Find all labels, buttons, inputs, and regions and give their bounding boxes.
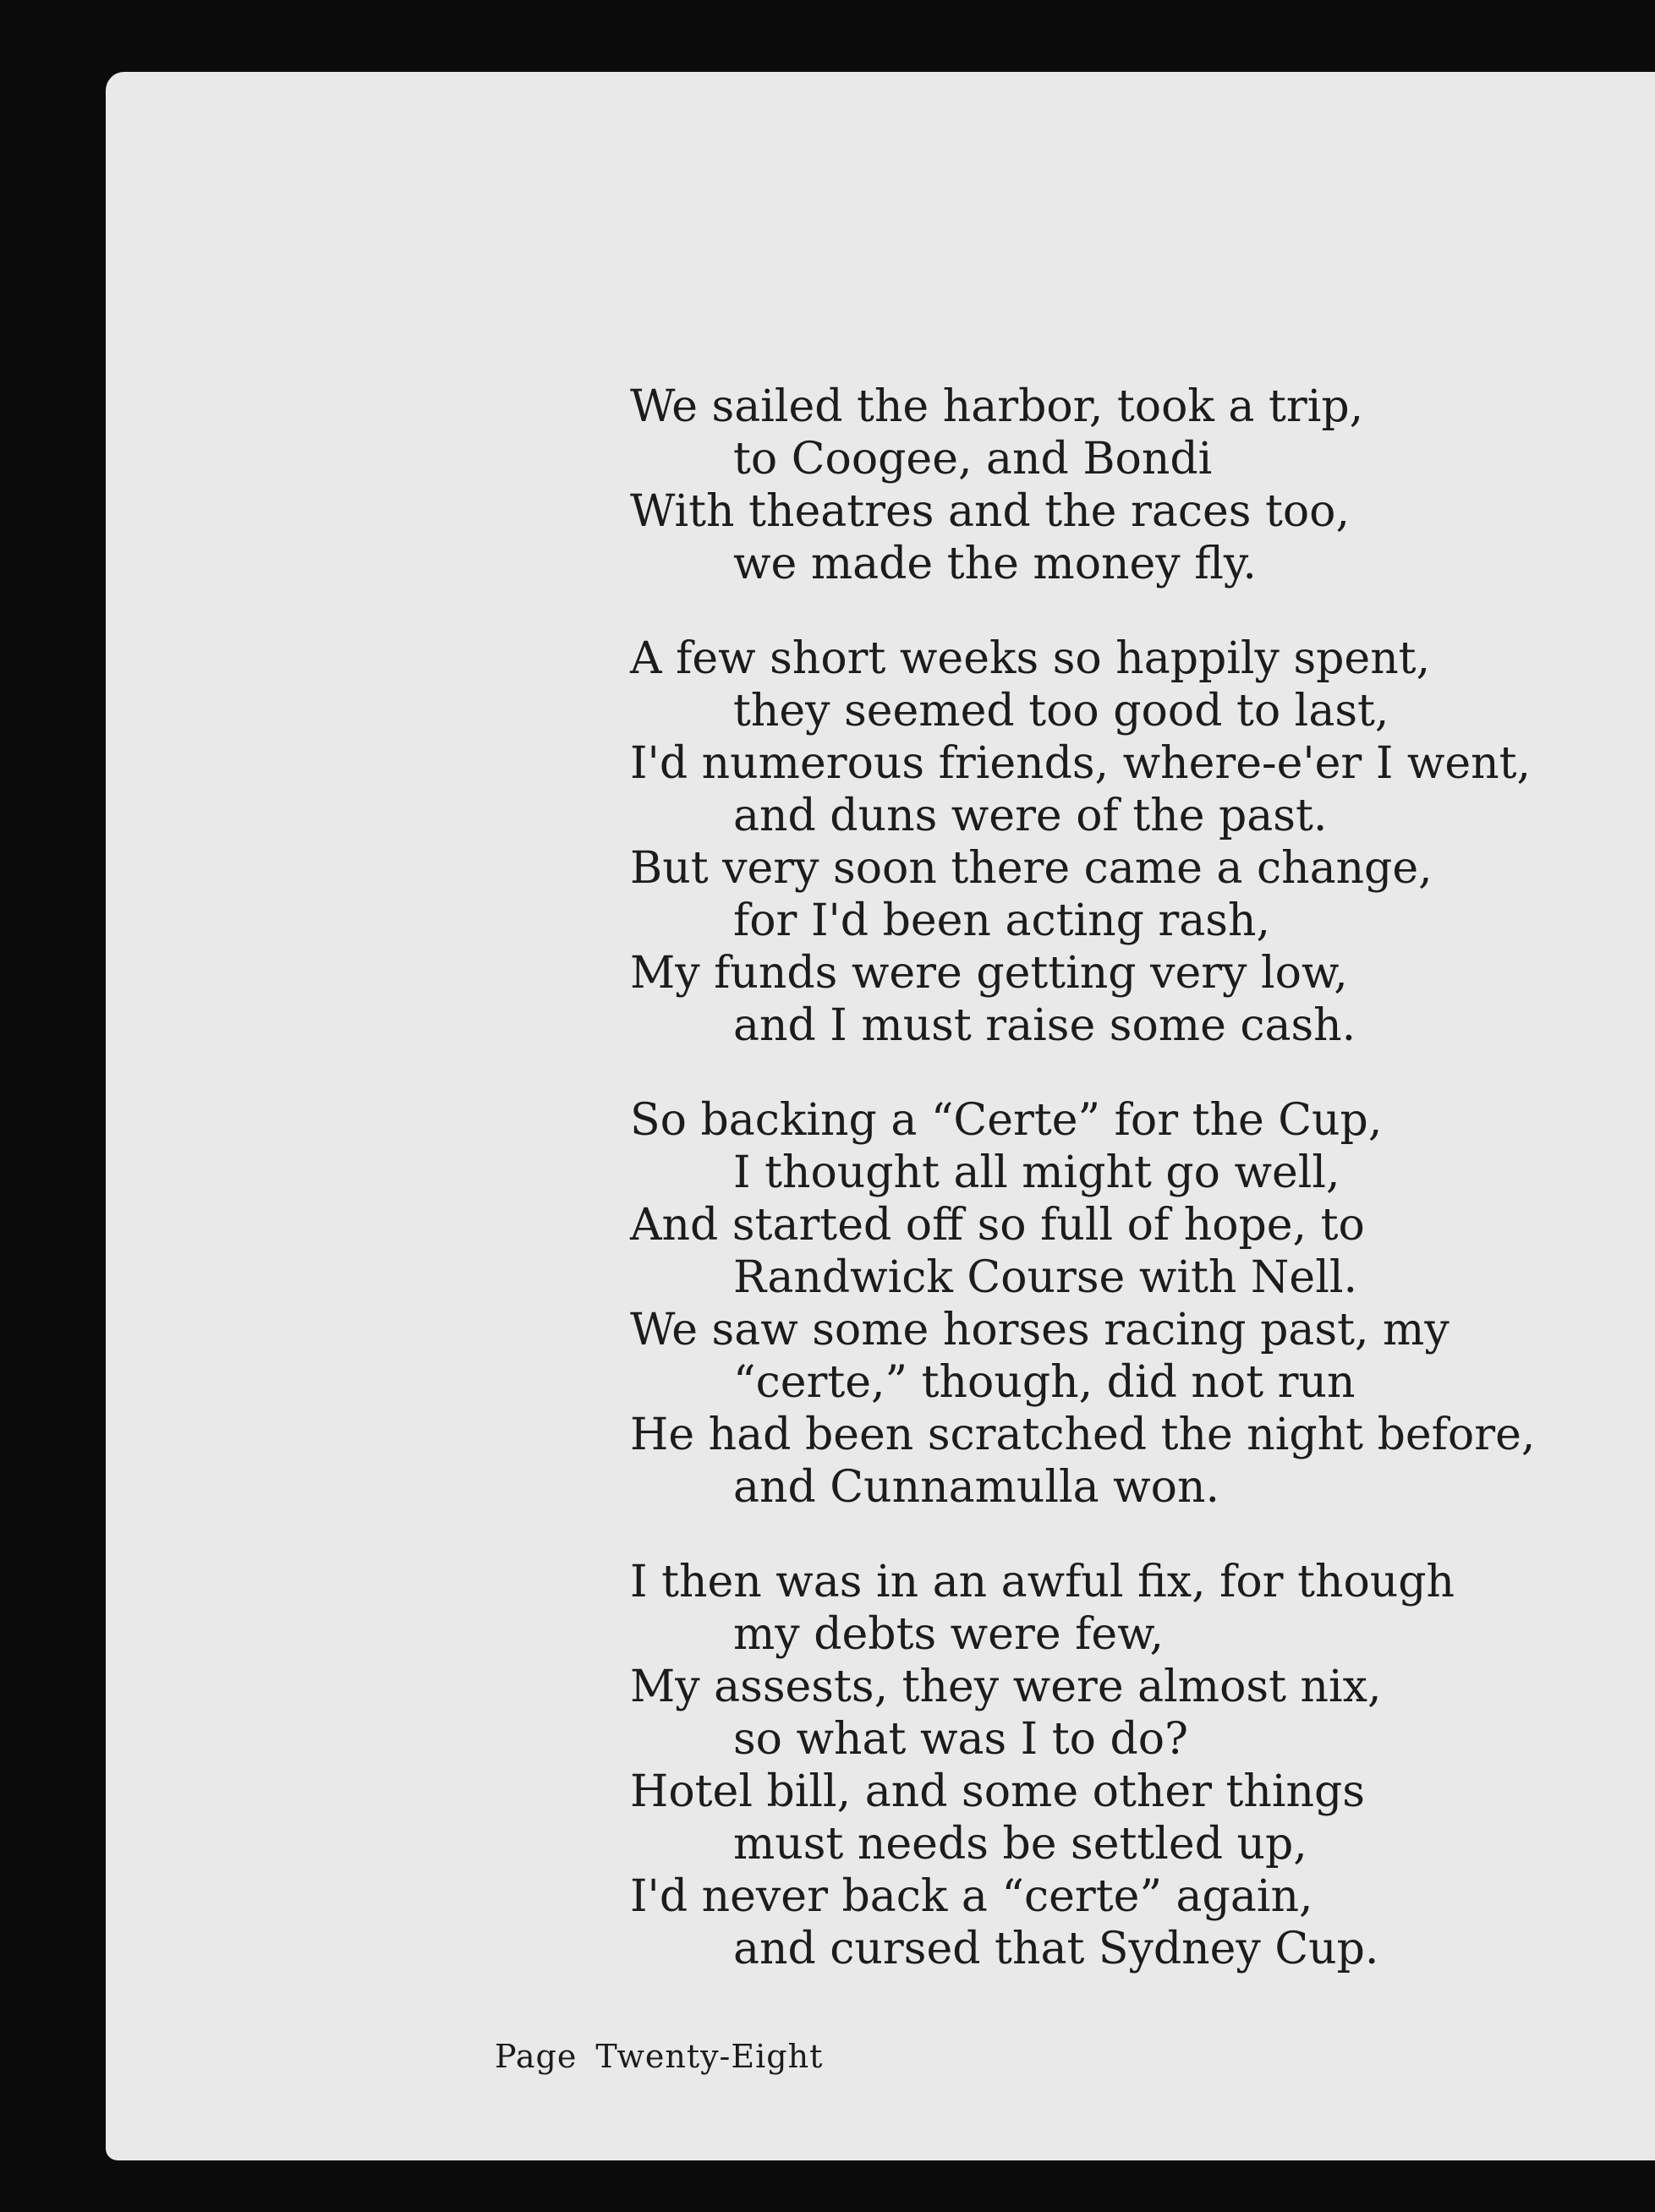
poem-line: I then was in an awful fix, for though: [630, 1557, 1455, 1607]
page-number-footer: [495, 2038, 823, 2075]
poem-line: We sailed the harbor, took a trip,: [630, 381, 1364, 432]
poem-line: So backing a “Certe” for the Cup,: [630, 1095, 1383, 1146]
poem-line: I'd never back a “certe” again,: [630, 1871, 1313, 1922]
stanza: [630, 381, 1603, 590]
stanza: [630, 1556, 1603, 1975]
poem-line: I'd numerous friends, where-e'er I went,: [630, 738, 1532, 789]
page-number: Twenty-Eight: [595, 2038, 824, 2075]
poem-line: But very soon there came a change,: [630, 843, 1433, 894]
poem-line: A few short weeks so happily spent,: [630, 633, 1431, 684]
poem-line: “certe,” though, did not run: [733, 1357, 1356, 1408]
poem-line: must needs be settled up,: [733, 1819, 1307, 1870]
poem-line: for I'd been acting rash,: [733, 895, 1270, 946]
poem-line: Hotel bill, and some other things: [630, 1766, 1365, 1817]
poem-line: And started off so full of hope, to: [630, 1200, 1365, 1251]
stanza: [630, 632, 1603, 1052]
page-label: Page: [495, 2038, 578, 2075]
poem-line: we made the money fly.: [733, 539, 1257, 589]
poem-line: so what was I to do?: [733, 1714, 1188, 1765]
poem-line: He had been scratched the night before,: [630, 1410, 1536, 1460]
poem-line: My funds were getting very low,: [630, 948, 1348, 999]
poem-line: We saw some horses racing past, my: [630, 1305, 1449, 1355]
poem-line: and duns were of the past.: [733, 791, 1328, 841]
poem-line: they seemed too good to last,: [733, 686, 1389, 736]
poem-line: and cursed that Sydney Cup.: [733, 1924, 1379, 1974]
poem-line: my debts were few,: [733, 1609, 1165, 1660]
poem-line: With theatres and the races too,: [630, 486, 1350, 537]
poem-line: I thought all might go well,: [733, 1147, 1340, 1198]
paper-page: [106, 72, 1655, 2160]
poem-line: and Cunnamulla won.: [733, 1462, 1219, 1513]
stanza: [630, 1094, 1603, 1514]
poem-line: and I must raise some cash.: [733, 1000, 1356, 1051]
poem-text: [630, 381, 1603, 2018]
poem-line: My assests, they were almost nix,: [630, 1662, 1382, 1712]
poem-line: Randwick Course with Nell.: [733, 1252, 1357, 1303]
poem-line: to Coogee, and Bondi: [733, 434, 1213, 485]
